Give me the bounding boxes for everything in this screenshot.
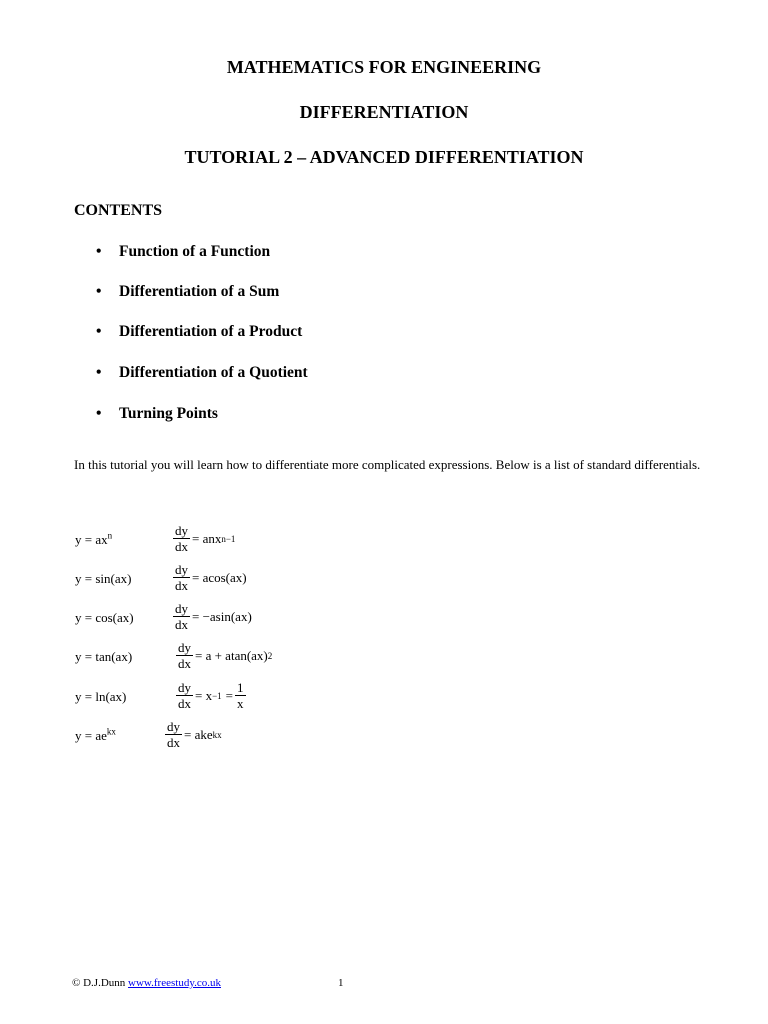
footer-link[interactable]: www.freestudy.co.uk [128, 977, 221, 989]
bullet-icon: • [96, 243, 102, 260]
contents-item-label: Turning Points [119, 405, 218, 422]
page-number: 1 [338, 977, 344, 989]
contents-heading: CONTENTS [74, 202, 163, 219]
bullet-icon: • [96, 364, 102, 381]
dy-dx-fraction: $\frac{dy}{dx}$ [178, 680, 191, 711]
contents-item [96, 405, 218, 423]
formula-lhs: $y = ae^{kx}$ [75, 726, 116, 743]
formula-derivative: $\frac{dy}{dx}$ = x −1 = $\frac{1}{x}$ [178, 680, 244, 711]
formula-derivative: $\frac{dy}{dx}$ = −asin(ax) [175, 601, 252, 632]
bullet-icon: • [96, 405, 102, 422]
dy-dx-fraction: $\frac{dy}{dx}$ [167, 719, 180, 750]
contents-item-label: Differentiation of a Quotient [119, 364, 308, 381]
one-over-x-fraction: $\frac{1}{x}$ [237, 680, 244, 711]
formula-lhs: y = ln(ax) [75, 689, 127, 704]
formula-derivative: $\frac{dy}{dx}$ = ake kx [167, 719, 222, 750]
contents-item [96, 364, 308, 382]
formula-derivative: $\frac{dy}{dx}$ = anx n−1 [175, 523, 236, 554]
dy-dx-fraction: $\frac{dy}{dx}$ [175, 562, 188, 593]
formula-derivative: $\frac{dy}{dx}$ = acos(ax) [175, 562, 247, 593]
contents-item-label: Differentiation of a Sum [119, 283, 280, 300]
intro-paragraph: In this tutorial you will learn how to differentiate more complicated expressions. Below is a list of standard differentials. [74, 457, 701, 472]
formula-derivative: $\frac{dy}{dx}$ = a + atan(ax) 2 [178, 640, 273, 671]
formula-lhs: y = cos(ax) [75, 610, 134, 625]
bullet-icon: • [96, 283, 102, 300]
bullet-icon: • [96, 323, 102, 340]
formula-lhs: $y = ax^n$ [75, 530, 113, 547]
tutorial-title: TUTORIAL 2 – ADVANCED DIFFERENTIATION [184, 147, 584, 167]
contents-item-label: Function of a Function [119, 243, 271, 260]
footer-copyright: © D.J.Dunn www.freestudy.co.uk [72, 977, 221, 989]
contents-item [96, 283, 279, 301]
formula-lhs: y = tan(ax) [75, 649, 133, 664]
document-subtitle: DIFFERENTIATION [299, 102, 469, 122]
contents-item [96, 323, 302, 341]
contents-item [96, 243, 270, 261]
document-title: MATHEMATICS FOR ENGINEERING [226, 57, 542, 77]
formula-lhs: y = sin(ax) [75, 571, 132, 586]
dy-dx-fraction: $\frac{dy}{dx}$ [175, 601, 188, 632]
contents-item-label: Differentiation of a Product [119, 323, 303, 340]
dy-dx-fraction: $\frac{dy}{dx}$ [178, 640, 191, 671]
dy-dx-fraction: $\frac{dy}{dx}$ [175, 523, 188, 554]
